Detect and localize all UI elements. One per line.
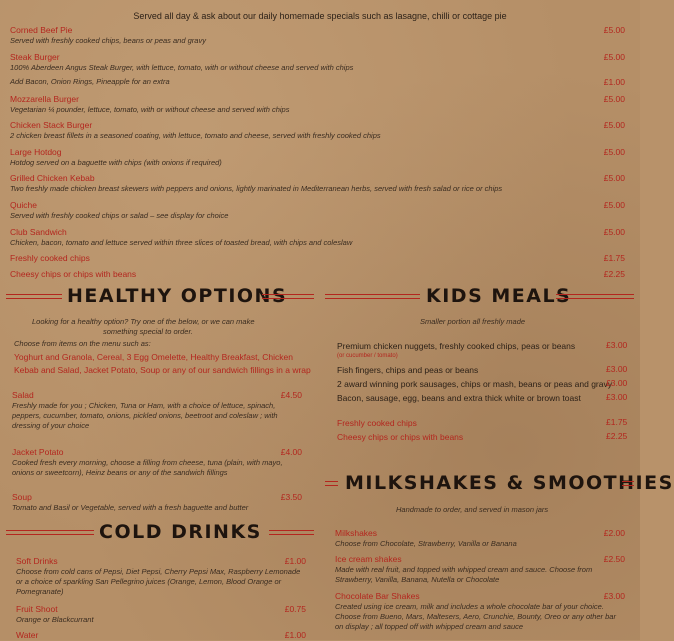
item-name: Jacket Potato	[12, 447, 64, 457]
menu-item	[10, 52, 625, 73]
item-name: Salad	[12, 390, 34, 400]
item-price: £3.00	[603, 591, 625, 601]
item-name: Mozzarella Burger	[10, 94, 79, 104]
menu-item	[10, 173, 625, 194]
item-desc: Served with freshly cooked chips or salad – see display for choice	[10, 211, 229, 220]
item-name: Soup	[12, 492, 32, 502]
item-price: £5.00	[603, 120, 625, 130]
item-price: £0.75	[284, 604, 306, 614]
item-desc: Tomato and Basil or Vegetable, served with a fresh baguette and butter	[12, 503, 249, 512]
kids-item: Bacon, sausage, egg, beans and extra thick white or brown toast	[337, 393, 581, 403]
item-price: £5.00	[603, 147, 625, 157]
item-name: Ice cream shakes	[335, 554, 402, 564]
heading-rule	[6, 530, 94, 535]
item-desc: Chicken, bacon, tomato and lettuce served within three slices of toasted bread, with chips and coleslaw	[10, 238, 353, 247]
item-desc: Add Bacon, Onion Rings, Pineapple for an extra	[10, 77, 170, 86]
milkshakes-item	[335, 528, 625, 549]
fruit-shoot-item	[16, 604, 306, 625]
item-desc: Created using ice cream, milk and includes a whole chocolate bar of your choice. Choose from Bueno, Mars, Maltesers, Aero, Crunchie, Bounty, Oreo or any other bar on display ; all topped off with whipped cream and sauce	[335, 602, 616, 631]
menu-item	[10, 227, 625, 248]
salad-item	[12, 390, 302, 431]
jacket-item	[12, 447, 302, 478]
heading-rule	[262, 294, 314, 299]
item-desc: 100% Aberdeen Angus Steak Burger, with lettuce, tomato, with or without cheese and served with chips	[10, 63, 354, 72]
kids-item: Premium chicken nuggets, freshly cooked chips, peas or beans	[337, 341, 576, 351]
item-name: Freshly cooked chips	[10, 253, 90, 263]
item-price: £5.00	[603, 94, 625, 104]
item-price: £1.00	[284, 556, 306, 566]
kids-price: £2.25	[606, 431, 628, 441]
item-price: £2.25	[603, 269, 625, 279]
kids-meals-heading: KIDS MEALS	[426, 285, 572, 307]
item-price: £4.50	[280, 390, 302, 400]
item-name: Cheesy chips or chips with beans	[10, 269, 137, 279]
item-name: Chicken Stack Burger	[10, 120, 93, 130]
menu-item	[10, 120, 625, 141]
cold-drinks-heading: COLD DRINKS	[99, 521, 262, 543]
kids-price: £3.00	[606, 340, 628, 350]
item-price: £5.00	[603, 25, 625, 35]
heading-rule	[556, 294, 634, 299]
heading-rule	[622, 481, 634, 486]
item-name: Steak Burger	[10, 52, 60, 62]
kids-price: £3.00	[606, 392, 628, 402]
item-price: £1.75	[603, 253, 625, 263]
item-desc: Freshly made for you ; Chicken, Tuna or Ham, with a choice of lettuce, spinach, peppers, cucumber, tomato, onions, pickled onions, beetroot and coleslaw ; with dressing of your choice	[12, 401, 278, 430]
item-desc: Made with real fruit, and topped with whipped cream and sauce. Choose from Strawberry, Vanilla, Banana, Nutella or Chocolate	[335, 565, 593, 584]
kids-item: 2 award winning pork sausages, chips or mash, beans or peas and gravy	[337, 379, 612, 389]
item-desc: 2 chicken breast fillets in a seasoned coating, with lettuce, tomato and cheese, served with freshly cooked chips	[10, 131, 381, 140]
item-name: Chocolate Bar Shakes	[335, 591, 420, 601]
item-price: £5.00	[603, 200, 625, 210]
healthy-list: Kebab and Salad, Jacket Potato, Soup or any of our sandwich fillings in a wrap	[14, 365, 311, 375]
item-desc: Vegetarian ¼ pounder, lettuce, tomato, with or without cheese and served with chips	[10, 105, 290, 114]
item-price: £5.00	[603, 173, 625, 183]
kids-price: £3.00	[606, 364, 628, 374]
healthy-list: Yoghurt and Granola, Cereal, 3 Egg Omelette, Healthy Breakfast, Chicken	[14, 352, 293, 362]
item-name: Water	[16, 630, 39, 640]
milkshakes-heading: MILKSHAKES & SMOOTHIES	[345, 472, 674, 494]
item-desc: Cooked fresh every morning, choose a filling from cheese, tuna (plain, with mayo, onions or sweetcorn), Heinz beans or any of the sandwich fillings	[12, 458, 283, 477]
menu-item-extra	[10, 77, 625, 87]
top-note: Served all day & ask about our daily homemade specials such as lasagne, chilli or cottage pie	[133, 11, 507, 21]
heading-rule	[6, 294, 62, 299]
kids-item-note: (or cucumber / tomato)	[337, 353, 398, 359]
item-price: £4.00	[280, 447, 302, 457]
item-desc: Choose from Chocolate, Strawberry, Vanilla or Banana	[335, 539, 517, 548]
menu-item	[10, 253, 625, 264]
item-name: Corned Beef Pie	[10, 25, 73, 35]
item-desc: Orange or Blackcurrant	[16, 615, 94, 624]
kids-subtitle: Smaller portion all freshly made	[420, 317, 526, 326]
heading-rule	[269, 530, 314, 535]
menu-item	[10, 269, 625, 280]
heading-rule	[325, 481, 338, 486]
item-price: £1.00	[603, 77, 625, 87]
item-name: Milkshakes	[335, 528, 378, 538]
kids-price: £3.00	[606, 378, 628, 388]
item-desc: Two freshly made chicken breast skewers with peppers and onions, lightly marinated in Mediterranean herbs, served with fresh salad or rice or chips	[10, 184, 503, 193]
item-price: £5.00	[603, 52, 625, 62]
item-name: Quiche	[10, 200, 37, 210]
item-desc: Served with freshly cooked chips, beans or peas and gravy	[10, 36, 206, 45]
item-price: £2.00	[603, 528, 625, 538]
menu-item	[10, 147, 625, 168]
item-name: Large Hotdog	[10, 147, 62, 157]
item-desc: Hotdog served on a baguette with chips (with onions if required)	[10, 158, 222, 167]
kids-item: Cheesy chips or chips with beans	[337, 432, 464, 442]
item-price: £3.50	[280, 492, 302, 502]
item-price: £2.50	[603, 554, 625, 564]
chocolate-bar-shakes-item	[335, 591, 625, 632]
kids-price: £1.75	[606, 417, 628, 427]
ice-cream-shakes-item	[335, 554, 625, 585]
soup-item	[12, 492, 302, 513]
item-name: Grilled Chicken Kebab	[10, 173, 95, 183]
shakes-subtitle: Handmade to order, and served in mason jars	[396, 505, 549, 514]
water-item	[16, 630, 306, 641]
healthy-options-heading: HEALTHY OPTIONS	[67, 285, 288, 307]
item-price: £1.00	[284, 630, 306, 640]
healthy-choose: Choose from items on the menu such as:	[14, 339, 151, 348]
heading-rule	[325, 294, 420, 299]
item-name: Soft Drinks	[16, 556, 58, 566]
item-name: Fruit Shoot	[16, 604, 58, 614]
kids-item: Fish fingers, chips and peas or beans	[337, 365, 479, 375]
menu-item	[10, 200, 625, 221]
soft-drinks-item	[16, 556, 306, 597]
item-desc: Choose from cold cans of Pepsi, Diet Pepsi, Cherry Pepsi Max, Raspberry Lemonade or a choice of sparkling San Pellegrino juices (Orange, Lemon, Blood Orange or Pomegranate)	[16, 567, 301, 596]
item-price: £5.00	[603, 227, 625, 237]
item-name: Club Sandwich	[10, 227, 67, 237]
menu-item	[10, 94, 625, 115]
healthy-intro: Looking for a healthy option? Try one of the below, or we can make	[32, 317, 255, 326]
menu-item	[10, 25, 625, 46]
healthy-intro-2: something special to order.	[103, 327, 193, 336]
kids-item: Freshly cooked chips	[337, 418, 417, 428]
